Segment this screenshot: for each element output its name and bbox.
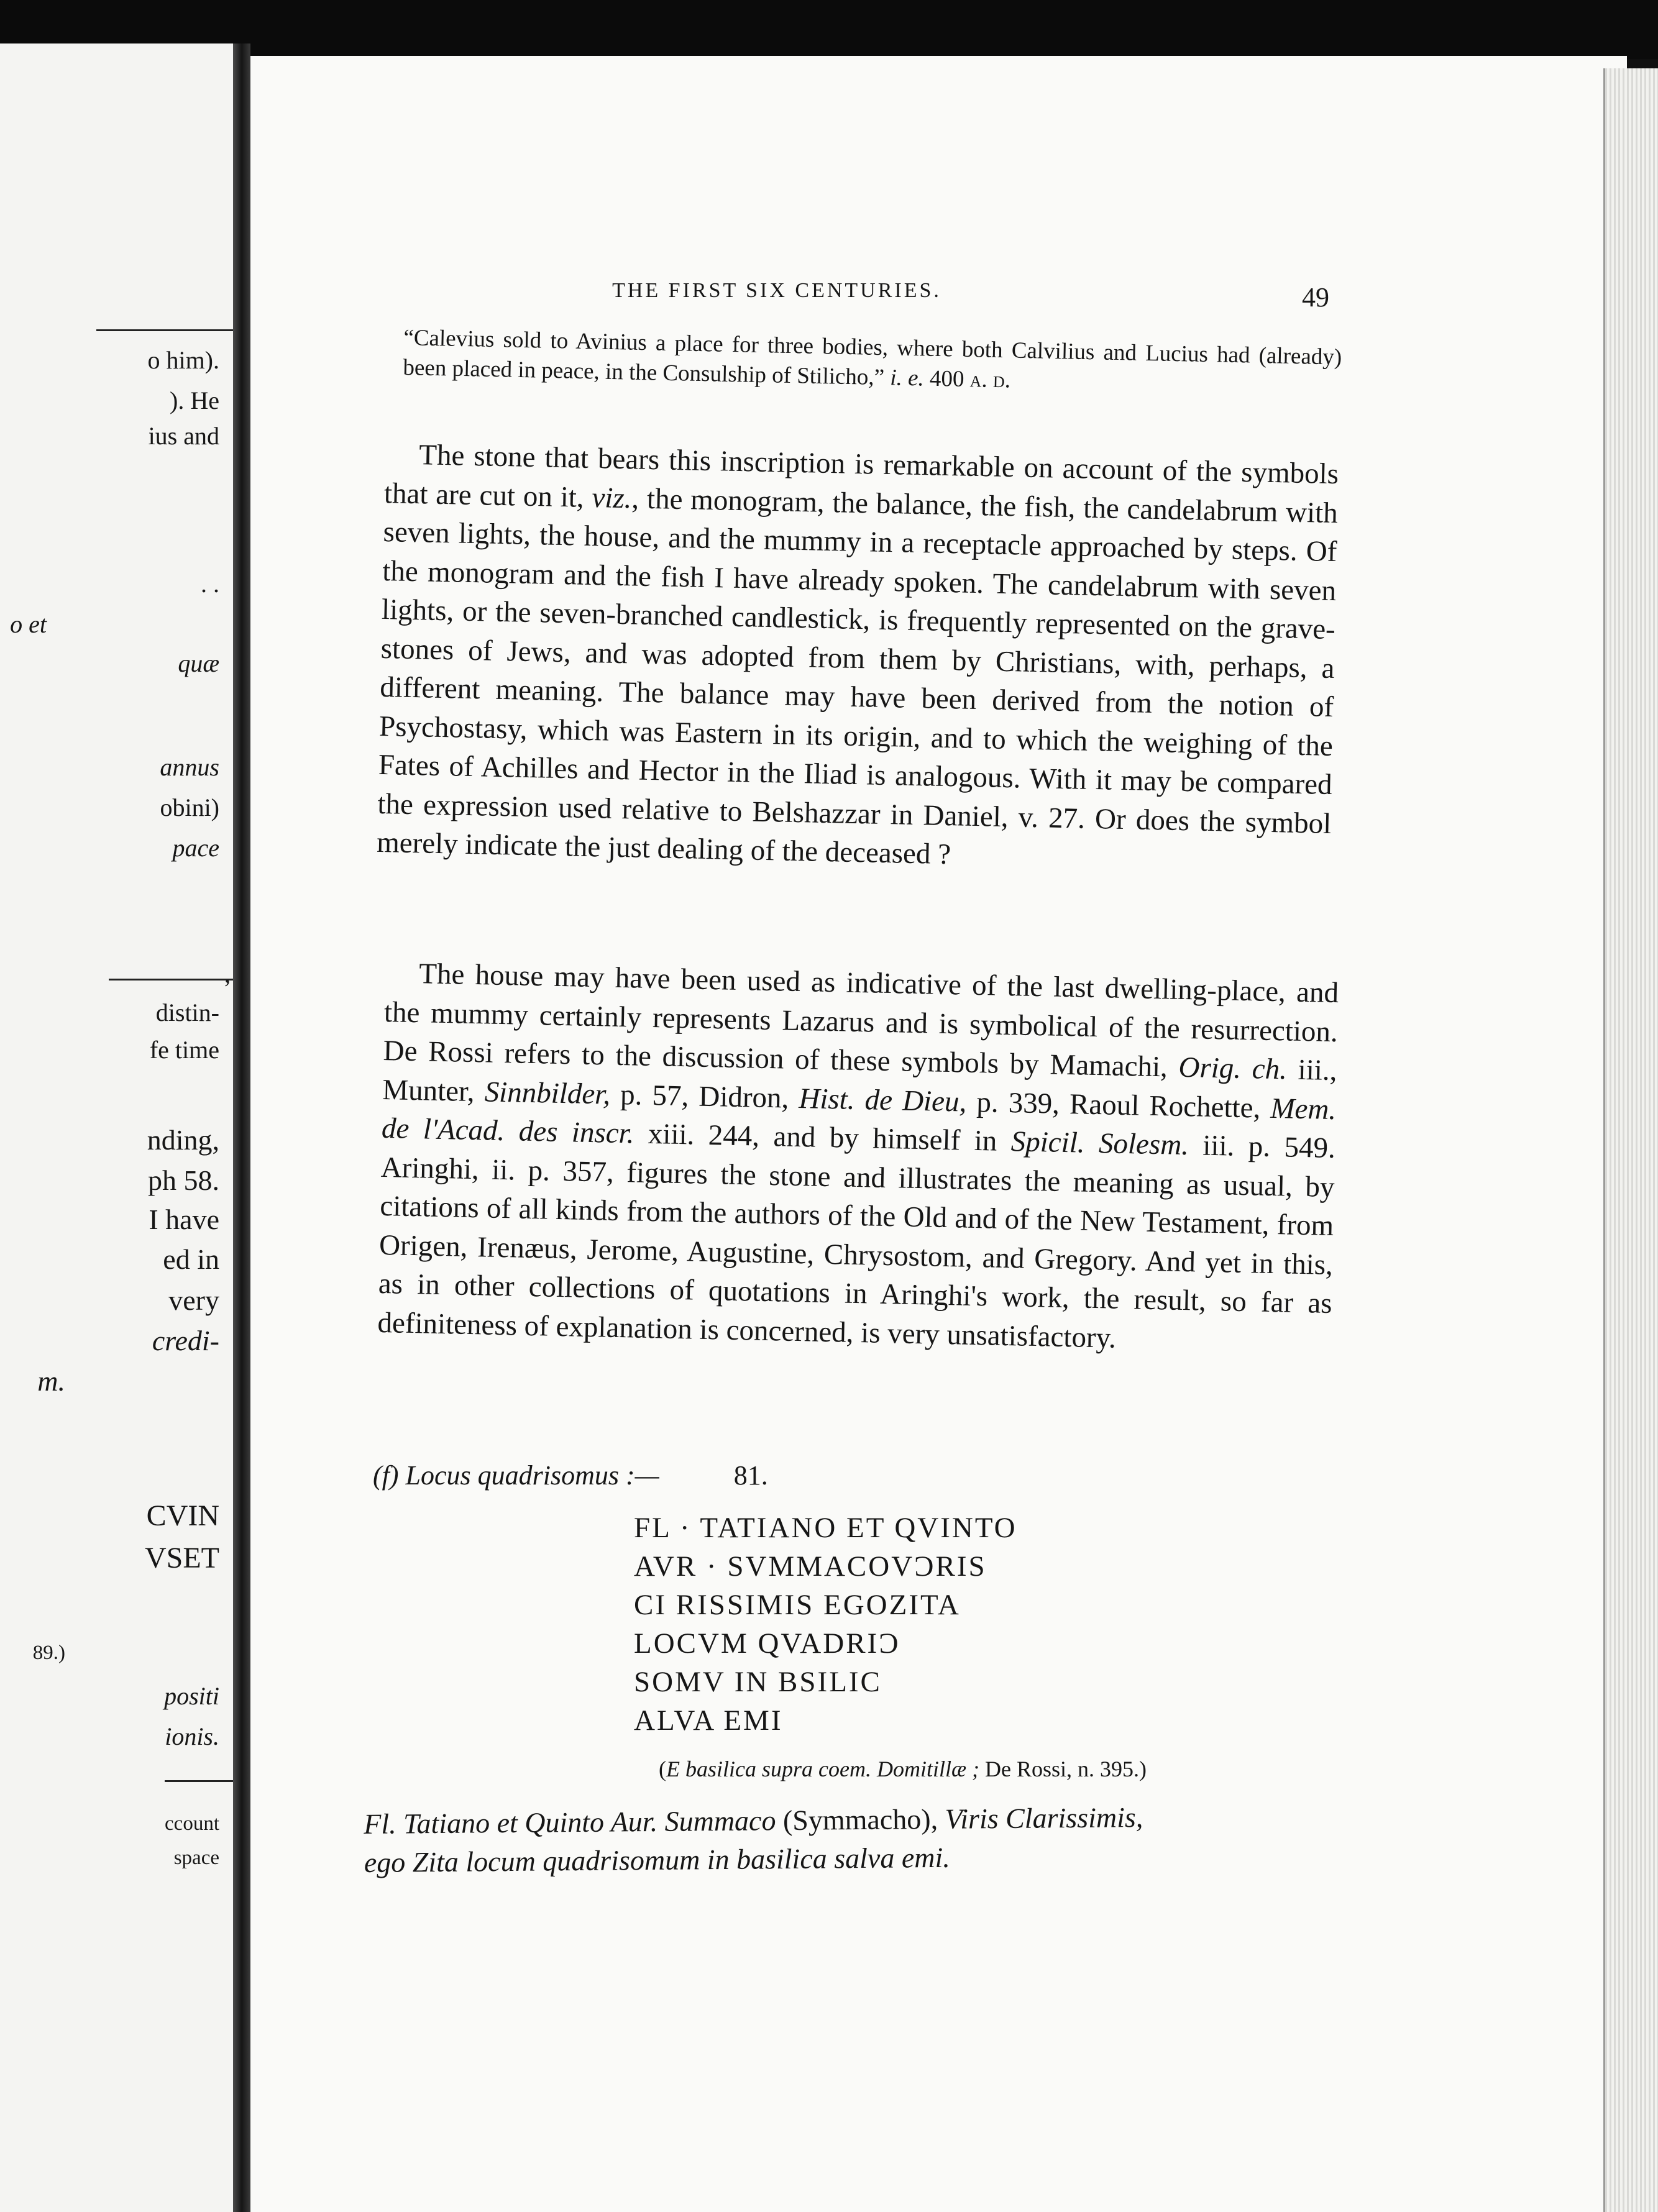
quote-era: a. d. <box>969 367 1011 393</box>
source-location: E basilica supra coem. Domitillæ ; <box>666 1757 979 1781</box>
left-rule-top <box>96 329 233 331</box>
inscription-line: CI RISSIMIS EGOZITA <box>634 1589 961 1621</box>
inscription-line: SOMV IN BSILIC <box>634 1666 882 1698</box>
left-fragment: . . <box>201 570 219 598</box>
transcription-text: Fl. Tatiano et Quinto Aur. Summaco <box>364 1804 784 1840</box>
left-fragment: ccount <box>165 1812 219 1835</box>
paragraph-text: xiii. 244, and by himself in <box>633 1117 1012 1158</box>
paragraph-text: p. 57, Didron, <box>610 1078 800 1115</box>
transcription-text: ego Zita locum quadrisomum in basilica salva emi. <box>364 1841 950 1878</box>
paragraph-italic: viz. <box>591 481 633 514</box>
inscription-line: LOCVM QVADRIƆ <box>634 1627 900 1660</box>
inscription-source <box>659 1755 1147 1783</box>
left-fragment: 89.) <box>32 1642 65 1664</box>
paragraph-text: iii. p. 549. Aringhi, ii. p. 357, figures the stone and illustrates the meaning as usual, by citations of all kinds from the authors of the Old and of the New Testament, from Origen, Irenæus, Jerome, Augustine, Chrysostom, and Gregory. And yet in this, as in other collections of quotations in Aringhi's work, the result, so far as definiteness of explanation is concerned, is very unsatisfactory. <box>377 1129 1336 1355</box>
paragraph-text: p. 339, Raoul Rochette, <box>966 1085 1271 1125</box>
inscription-label: (f) Locus quadrisomus :— <box>373 1460 659 1491</box>
paragraph-text: The house may have been used as indicative of the last dwelling-place, and the mummy certainly represents Lazarus and is symbolical of the resurrection. De Rossi refers to the discussion of these symbols by Mamachi, <box>383 957 1339 1084</box>
citation-italic: Mem. de l'Acad. des inscr. <box>381 1092 1337 1150</box>
quote-year: 400 <box>923 365 971 393</box>
inscription-text <box>634 1509 1017 1740</box>
quote-text: “Calevius sold to Avinius a place for three bodies, where both Calvilius and Lucius had (already) been placed in peace, in the Consulship of Stilicho,” <box>403 324 1342 391</box>
left-fragment: positi <box>164 1682 219 1710</box>
left-rule-bottom <box>165 1780 233 1782</box>
left-fragment: VSET <box>145 1542 219 1574</box>
source-open: ( <box>659 1757 666 1781</box>
facing-page-left <box>0 43 236 2212</box>
left-fragment: ). He <box>170 386 219 414</box>
left-fragment: , <box>224 960 231 988</box>
left-fragment: o et <box>10 610 47 638</box>
left-fragment: quæ <box>178 649 219 677</box>
quote-ie: i. e. <box>889 365 925 391</box>
paragraph-text: iii., Munter, <box>382 1053 1337 1108</box>
inscription-line: AVR · SVMMACOVƆRIS <box>634 1550 987 1583</box>
left-fragment: pace <box>172 834 219 862</box>
left-fragment: space <box>173 1847 219 1869</box>
left-fragment: nding, <box>147 1124 219 1156</box>
page-number: 49 <box>1302 282 1329 313</box>
paragraph-text: , the monogram, the balance, the fish, the candelabrum with seven lights, the house, and the mummy in a receptacle approached by steps. Of the monogram and the fish I have already spoken. The candelabrum with seven lights, or the seven-branched candlestick, is frequently represented on the grave-stones of Jews, and was adopted from them by Christians, with, perhaps, a different meaning. The balance may have been derived from the notion of Psychostasy, which was Eastern in its origin, and to which the weighing of the Fates of Achilles and Hector in the Iliad is analogous. With it may be compared the expression used relative to Belshazzar in Daniel, v. 27. Or does the symbol merely indicate the just dealing of the deceased ? <box>376 482 1339 871</box>
left-fragment: credi- <box>152 1325 219 1356</box>
left-fragment: ed in <box>163 1243 219 1275</box>
citation-italic: Sinnbilder, <box>484 1075 611 1111</box>
running-head: THE FIRST SIX CENTURIES. <box>612 279 941 302</box>
left-rule-middle <box>109 979 233 980</box>
left-fragment: fe time <box>149 1036 219 1064</box>
paragraph-house-mummy <box>377 954 1339 1362</box>
left-fragment: CVIN <box>146 1499 219 1532</box>
page-edges <box>1603 68 1658 2212</box>
citation-italic: Spicil. Solesm. <box>1010 1125 1189 1162</box>
inscription-transcription <box>364 1797 1321 1882</box>
left-fragment: distin- <box>155 999 219 1026</box>
inscription-heading <box>373 1460 768 1491</box>
transcription-text: Viris Clarissimis, <box>945 1801 1143 1835</box>
inscription-line: FL · TATIANO ET QVINTO <box>634 1512 1017 1544</box>
left-fragment: ionis. <box>165 1722 219 1750</box>
citation-italic: Hist. de Dieu, <box>798 1082 967 1118</box>
left-fragment: ph 58. <box>148 1164 219 1196</box>
source-reference: De Rossi, n. 395.) <box>979 1757 1147 1781</box>
left-fragment: obini) <box>160 793 219 821</box>
left-fragment: annus <box>160 753 219 781</box>
book-gutter <box>233 43 250 2212</box>
paragraph-symbols <box>377 435 1339 882</box>
left-fragment: I have <box>149 1204 219 1235</box>
left-fragment: o him). <box>147 346 219 374</box>
citation-italic: Orig. ch. <box>1178 1051 1288 1086</box>
inscription-line: ALVA EMI <box>634 1704 783 1737</box>
left-fragment: ius and <box>148 422 219 450</box>
left-fragment: very <box>168 1284 219 1316</box>
left-fragment: m. <box>37 1365 65 1397</box>
transcription-gloss: (Symmacho), <box>782 1803 945 1837</box>
inscription-number: 81. <box>733 1460 768 1491</box>
paragraph-text: The stone that bears this inscription is remarkable on account of the symbols that are cut on it, <box>383 439 1339 514</box>
